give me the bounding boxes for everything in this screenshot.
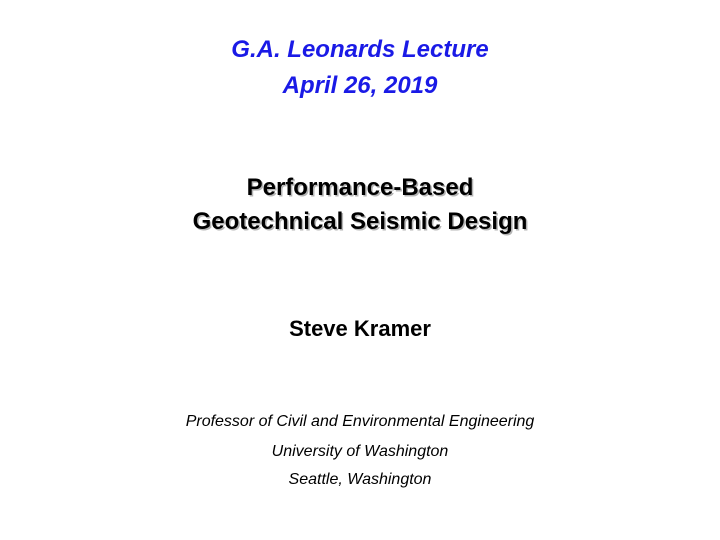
lecture-name: G.A. Leonards Lecture bbox=[231, 36, 489, 63]
presentation-title-line-1: Performance-Based bbox=[246, 174, 474, 201]
lecture-date: April 26, 2019 bbox=[282, 72, 438, 99]
author-position: Professor of Civil and Environmental Engineering bbox=[185, 413, 535, 430]
author-name: Steve Kramer bbox=[289, 316, 431, 341]
author-university: University of Washington bbox=[271, 443, 449, 460]
author-location: Seattle, Washington bbox=[288, 471, 432, 488]
presentation-title-line-2: Geotechnical Seismic Design bbox=[192, 208, 528, 235]
